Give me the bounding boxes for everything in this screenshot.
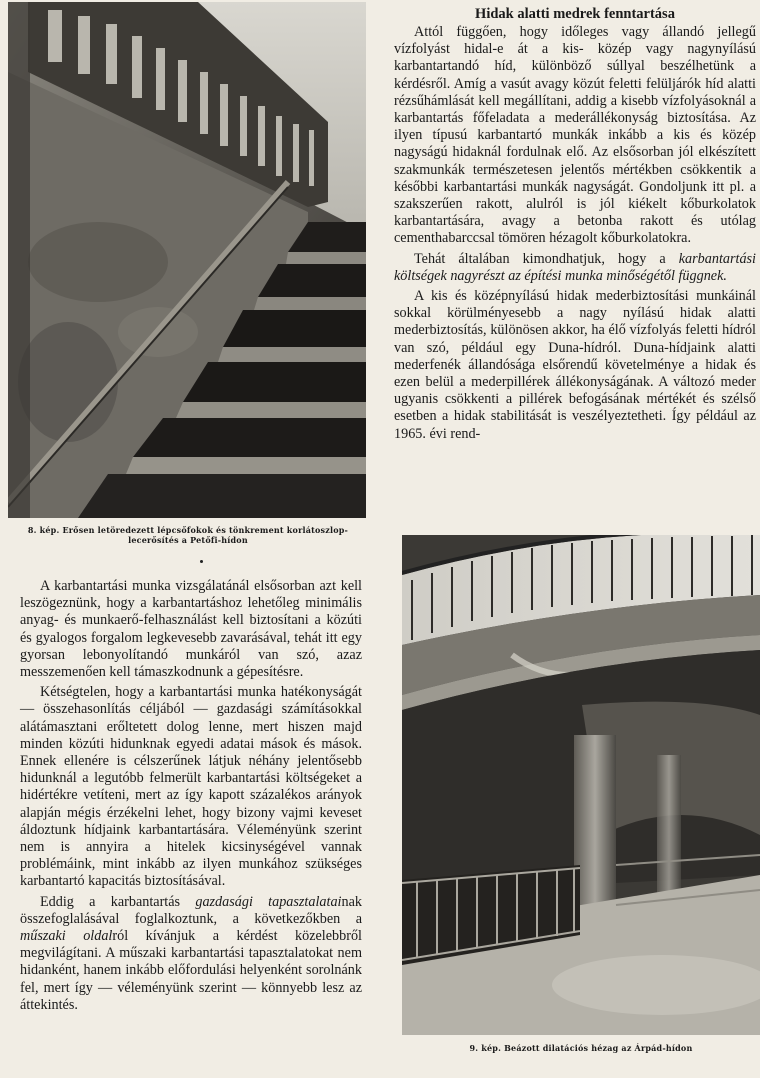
- left-p3-italic-2: műszaki oldal: [20, 928, 113, 945]
- left-p3-a: Eddig a karbantartás: [40, 893, 196, 910]
- figure-9-caption: 9. kép. Beázott dilatációs hézag az Árpád-hídon: [469, 1043, 693, 1053]
- left-p3-italic-1: gazdasági tapasztalatai: [195, 893, 342, 910]
- left-paragraph-2: Kétségtelen, hogy a karbantartási munka hatékonyságát — összehasonlítás céljából — gazdasági számításokkal alátámasztani erőltetett dolog lenne, mert hiszen majd minden közúti hidunknak egyedi adatai mások és mások. Ennek ellenére is célszerűnek látjuk néhány jelentősebb hidunknál a legutóbb felmerült karbantartási költségeket a hidértékre vetíteni, mert az így kapott százalékos arányok alapján mégis érzékelni lehet, hogy bizony vajmi keveset áldoztunk hídjaink karbantartására. Véleményünk szerint nem is annyira a hitelek kicsinységével vannak problémáink, mint inkább az ilyen munkához szükséges karbantartó kapacitás biztosításával.: [20, 684, 362, 890]
- left-paragraph-3: [20, 894, 362, 1014]
- figure-8-staircase-photo: [8, 2, 366, 518]
- right-paragraph-2-text: Tehát általában kimondhatjuk, hogy a: [414, 250, 679, 267]
- left-column-text: [20, 578, 362, 1017]
- left-paragraph-1: A karbantartási munka vizsgálatánál elsősorban azt kell leszögeznünk, hogy a karbantartáshoz lehetőleg minimális anyag- és munkaerő-felhasználást kell biztosítani a közúti és gyalogos forgalom legkevesebb zavarásával, tehát itt egy gyorsan lebonyolítandó munkáról van szó, azaz messzemenően kell támaszkodnunk a gépesítésre.: [20, 578, 362, 681]
- right-paragraph-2-italic: karbantartási költségek nagyrészt az építési munka minőségétől függnek.: [394, 250, 756, 284]
- left-p3-c: nak összefoglalásával foglalkoztunk, a következőkben a: [20, 893, 362, 927]
- left-p3-e: ról kívánjuk a kérdést közelebbről megvilágítani. A műszaki karbantartási tapasztalatokat nem hidanként, hanem inkább előfordulási helyenként sorolnánk fel, mert így — véleményünk szerint — könnyebb lesz az áttekintés.: [20, 928, 362, 1013]
- figure-8-caption: 8. kép. Erősen letöredezett lépcsőfokok és tönkrement korlátoszlop-lecerősítés a Petőfi-hídon: [27, 525, 349, 545]
- right-paragraph-2: [394, 251, 756, 285]
- separator-dot: [200, 560, 203, 563]
- figure-9-bridge-photo: [402, 535, 760, 1035]
- right-paragraph-1: Attól függően, hogy időleges vagy állandó jellegű vízfolyást hidal-e át a kis- közép vagy nagynyílású karbantartandó híd, különböző súllyal beszélhetünk a kérdésről. Amíg a vasút avagy közút feletti felüljárók híd alatti rézsűhámlását kell megállítani, addig a kisebb vízfolyásoknál a karbantartás főfeladata a mederállékonyság biztosítása. Az ilyen típusú karbantartó munkák inkább a kis és közép nagyságú hidaknál fordulnak elő. Az elsősorban jól elkészített szakmunkák természetesen jelentős mértékben csökkentik a későbbi karbantartási munkák nagyságát. Gondoljunk itt pl. a szakszerűen rakott, alulról is jól kiékelt kőburkolatok karbantartására, avagy a betonba rakott és utólag cementhabarccsal tömören hézagolt kőburkolatokra.: [394, 24, 756, 247]
- right-column-text: [394, 24, 756, 446]
- section-heading: Hidak alatti medrek fenntartása: [475, 6, 675, 22]
- right-paragraph-3: A kis és középnyílású hidak mederbiztosítási munkáinál sokkal körülményesebb a nagy nyílású hidak alatti mederbiztosítás, különösen akkor, ha élő vízfolyás feletti hídról van szó, például egy Duna-hídról. Duna-hídjaink alatti mederfenék állandósága elsőrendű követelménye a hidak és ezen belül a mederpillérek állékonyságának. A változó meder ugyanis csökkenti a pillérek befogásának mértékét és szélső esetben a hidak stabilitását is veszélyeztetheti. Így például az 1965. évi rend-: [394, 288, 756, 442]
